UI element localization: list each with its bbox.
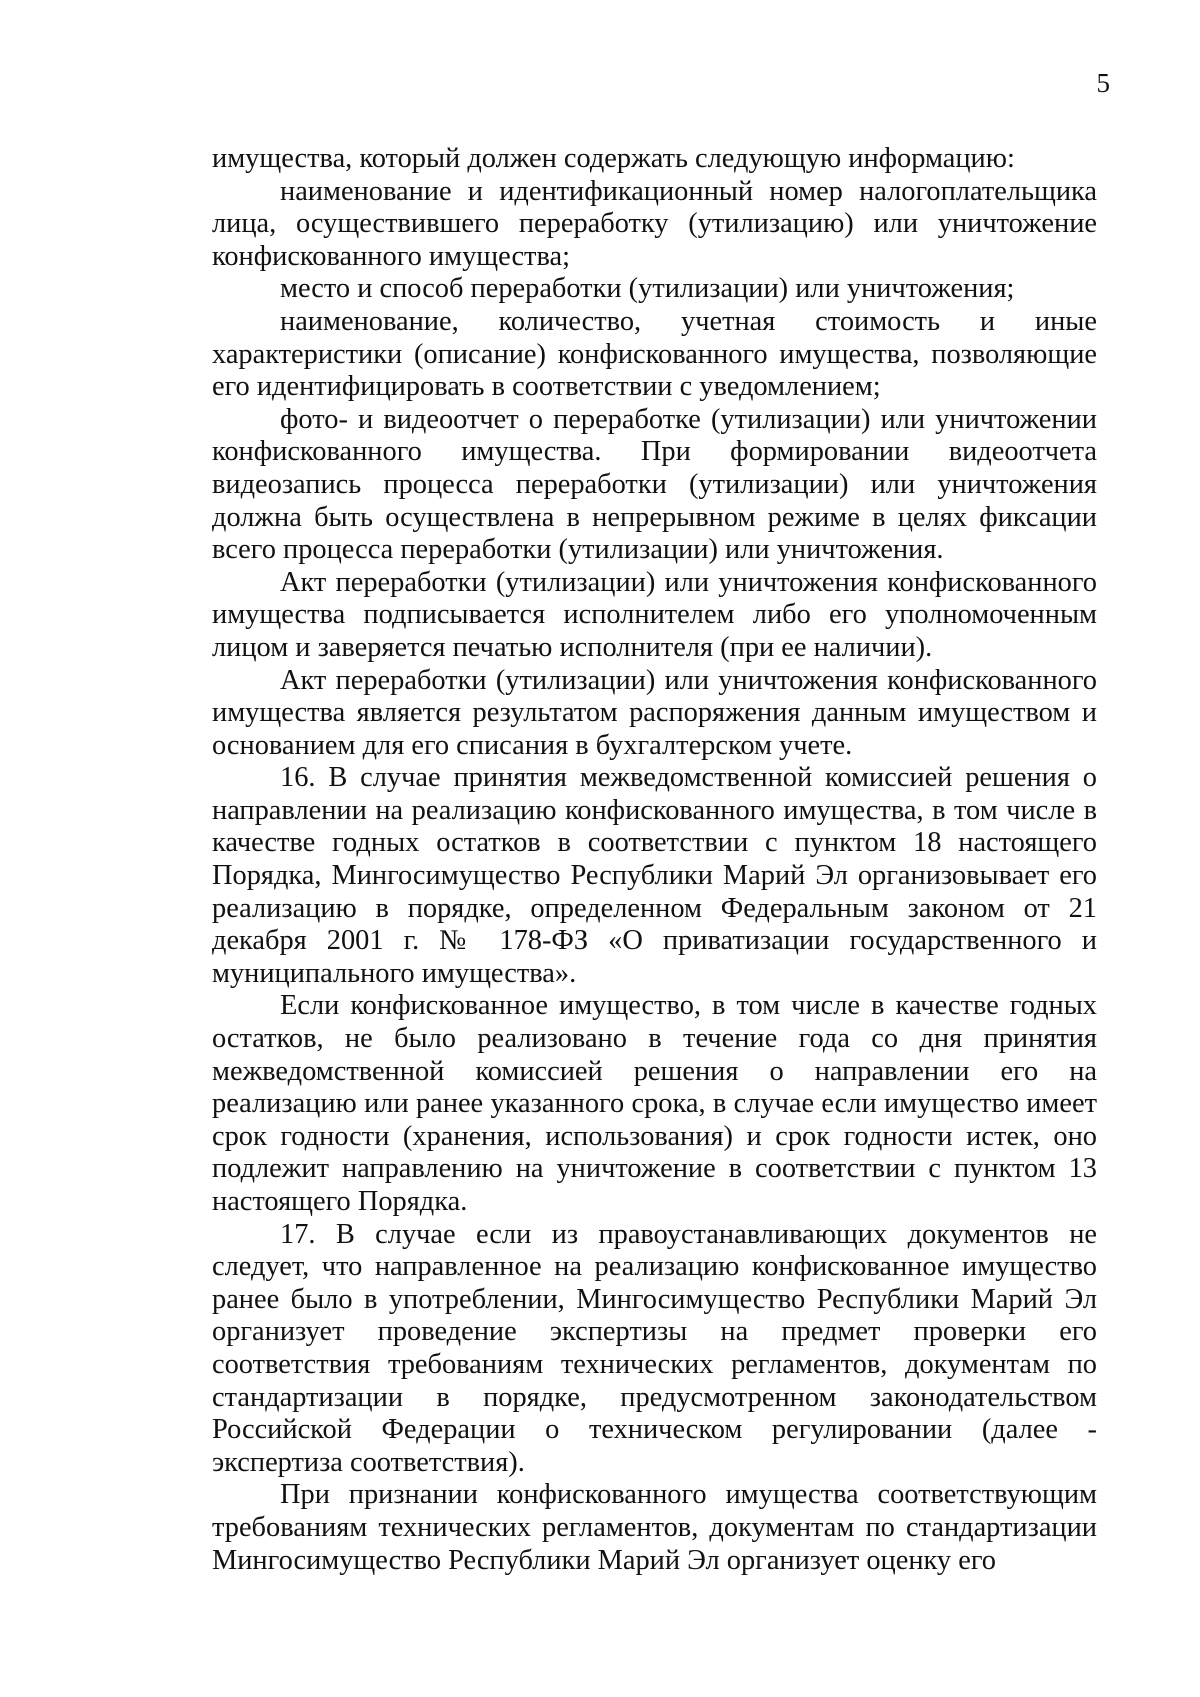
paragraph-place-method: место и способ переработки (утилизации) или уничтожения; — [280, 273, 1015, 305]
document-body — [212, 143, 1097, 1577]
paragraph-item-16: 16. В случае принятия межведомственной комиссией решения о направлении на реализацию конфискованного имущества, в том числе в качестве годных остатков в соответствии с пунктом 18 настоящего Порядка, Мингосимущество Республики Марий Эл организовывает его реализацию в порядке, определенном Федеральным законом от 21 декабря 2001 г. № 178-ФЗ «О приватизации государственного и муниципального имущества». — [212, 762, 1097, 989]
paragraph-conformity: При признании конфискованного имущества соответствующим требованиям технических регламентов, документам по стандартизации Мингосимущество Республики Марий Эл организует оценку его — [212, 1479, 1097, 1576]
paragraph-act-result: Акт переработки (утилизации) или уничтожения конфискованного имущества является результатом распоряжения данным имуществом и основанием для его списания в бухгалтерском учете. — [212, 664, 1097, 761]
page-number: 5 — [1096, 68, 1110, 98]
paragraph-taxpayer-info: наименование и идентификационный номер налогоплательщика лица, осуществившего переработку (утилизацию) или уничтожение конфискованного имущества; — [212, 175, 1097, 272]
paragraph-item-17: 17. В случае если из правоустанавливающих документов не следует, что направленное на реализацию конфискованное имущество ранее было в употреблении, Мингосимущество Республики Марий Эл организует проведение экспертизы на предмет проверки его соответствия требованиям технических регламентов, документам по стандартизации в порядке, предусмотренном законодательством Российской Федерации о техническом регулировании (далее - экспертиза соответствия). — [212, 1218, 1097, 1478]
paragraph-unsold-property: Если конфискованное имущество, в том числе в качестве годных остатков, не было реализовано в течение года со дня принятия межведомственной комиссией решения о направлении его на реализацию или ранее указанного срока, в случае если имущество имеет срок годности (хранения, использования) и срок годности истек, оно подлежит направлению на уничтожение в соответствии с пунктом 13 настоящего Порядка. — [212, 990, 1097, 1217]
paragraph-act-signing: Акт переработки (утилизации) или уничтожения конфискованного имущества подписывается исполнителем либо его уполномоченным лицом и заверяется печатью исполнителя (при ее наличии). — [212, 566, 1097, 663]
paragraph-characteristics: наименование, количество, учетная стоимость и иные характеристики (описание) конфискованного имущества, позволяющие его идентифицировать в соответствии с уведомлением; — [212, 305, 1097, 403]
paragraph-photo-video-report: фото- и видеоотчет о переработке (утилизации) или уничтожении конфискованного имущества. При формировании видеоотчета видеозапись процесса переработки (утилизации) или уничтожения должна быть осуществлена в непрерывном режиме в целях фиксации всего процесса переработки (утилизации) или уничтожения. — [212, 403, 1097, 566]
paragraph-continuation: имущества, который должен содержать следующую информацию: — [212, 143, 1015, 174]
